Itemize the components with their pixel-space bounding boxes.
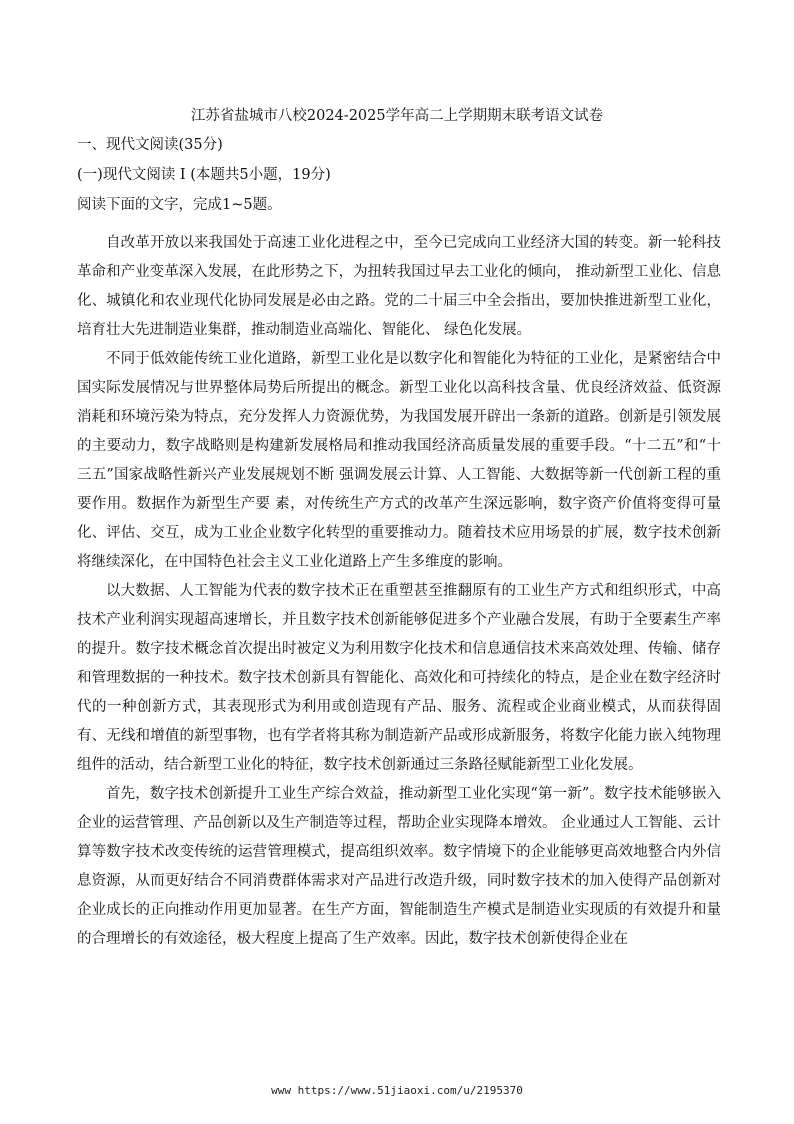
paragraph-2: 不同于低效能传统工业化道路，新型工业化是以数字化和智能化为特征的工业化，是紧密结合中国实际发展情况与世界整体局势后所提出的概念。新型工业化以高科技含量、优良经济效益、低资源消耗和环境污染为特点，充分发挥人力资源优势，为我国发展开辟出一条新的道路。创新是引领发展的主要动力，数字战略则是构建新发展格局和推动我国经济高质量发展的重要手段。“十二五”和“十三五”国家战略性新兴产业发展规划不断 强调发展云计算、人工智能、大数据等新一代创新工程的重要作用。数据作为新型生产要 素，对传统生产方式的改革产生深远影响，数字资产价值将变得可量化、评估、交互，成为工业企业数字化转型的重要推动力。随着技术应用场景的扩展，数字技术创新将继续深化，在中国特色社会主义工业化道路上产生多维度的影响。 <box>77 351 721 570</box>
section-heading: 一、现代文阅读(35分) <box>77 137 223 153</box>
instruction-text: 阅读下面的文字，完成1~5题。 <box>77 197 282 213</box>
paragraph-4: 首先，数字技术创新提升工业生产综合效益，推动新型工业化实现“第一新”。数字技术能够嵌入企业的运营管理、产品创新以及生产制造等过程，帮助企业实现降本增效。 企业通过人工智能、云计算等数字技术改变传统的运营管理模式，提高组织效率。数字情境下的企业能够更高效地整合内外信息资源，从而更好结合不同消费群体需求对产品进行改造升级，同时数字技术的加入使得产品创新对企业成长的正向推动作用更加显著。在生产方面，智能制造生产模式是制造业实现质的有效提升和量的合理增长的有效途径，极大程度上提高了生产效率。因此，数字技术创新使得企业在 <box>77 786 721 947</box>
paragraph-1: 自改革开放以来我国处于高速工业化进程之中，至今已完成向工业经济大国的转变。新一轮科技革命和产业变革深入发展，在此形势之下，为扭转我国过早去工业化的倾向， 推动新型工业化、信息化、城镇化和农业现代化协同发展是必由之路。党的二十届三中全会指出，要加快推进新型工业化，培育壮大先进制造业集群，推动制造业高端化、智能化、 绿色化发展。 <box>77 235 721 338</box>
subsection-heading: (一)现代文阅读 I (本题共5小题，19分) <box>77 167 331 183</box>
page-title: 江苏省盐城市八校2024-2025学年高二上学期期末联考语文试卷 <box>190 108 604 124</box>
article-body <box>77 229 721 954</box>
footer-url: www https://www.51jiaoxi.com/u/2195370 <box>271 1084 523 1097</box>
paragraph-3: 以大数据、人工智能为代表的数字技术正在重塑甚至推翻原有的工业生产方式和组织形式，中高技术产业利润实现超高速增长，并且数字技术创新能够促进多个产业融合发展，有助于全要素生产率的提升。数字技术概念首次提出时被定义为利用数字化技术和信息通信技术来高效处理、传输、储存和管理数据的一种技术。数字技术创新具有智能化、高效化和可持续化的特点，是企业在数字经济时代的一种创新方式，其表现形式为利用或创造现有产品、服务、流程或企业商业模式，从而获得固有、无线和增值的新型事物，也有学者将其称为制造新产品或形成新服务，将数字化能力嵌入纯物理组件的活动，结合新型工业化的特征，数字技术创新通过三条路径赋能新型工业化发展。 <box>77 583 721 773</box>
